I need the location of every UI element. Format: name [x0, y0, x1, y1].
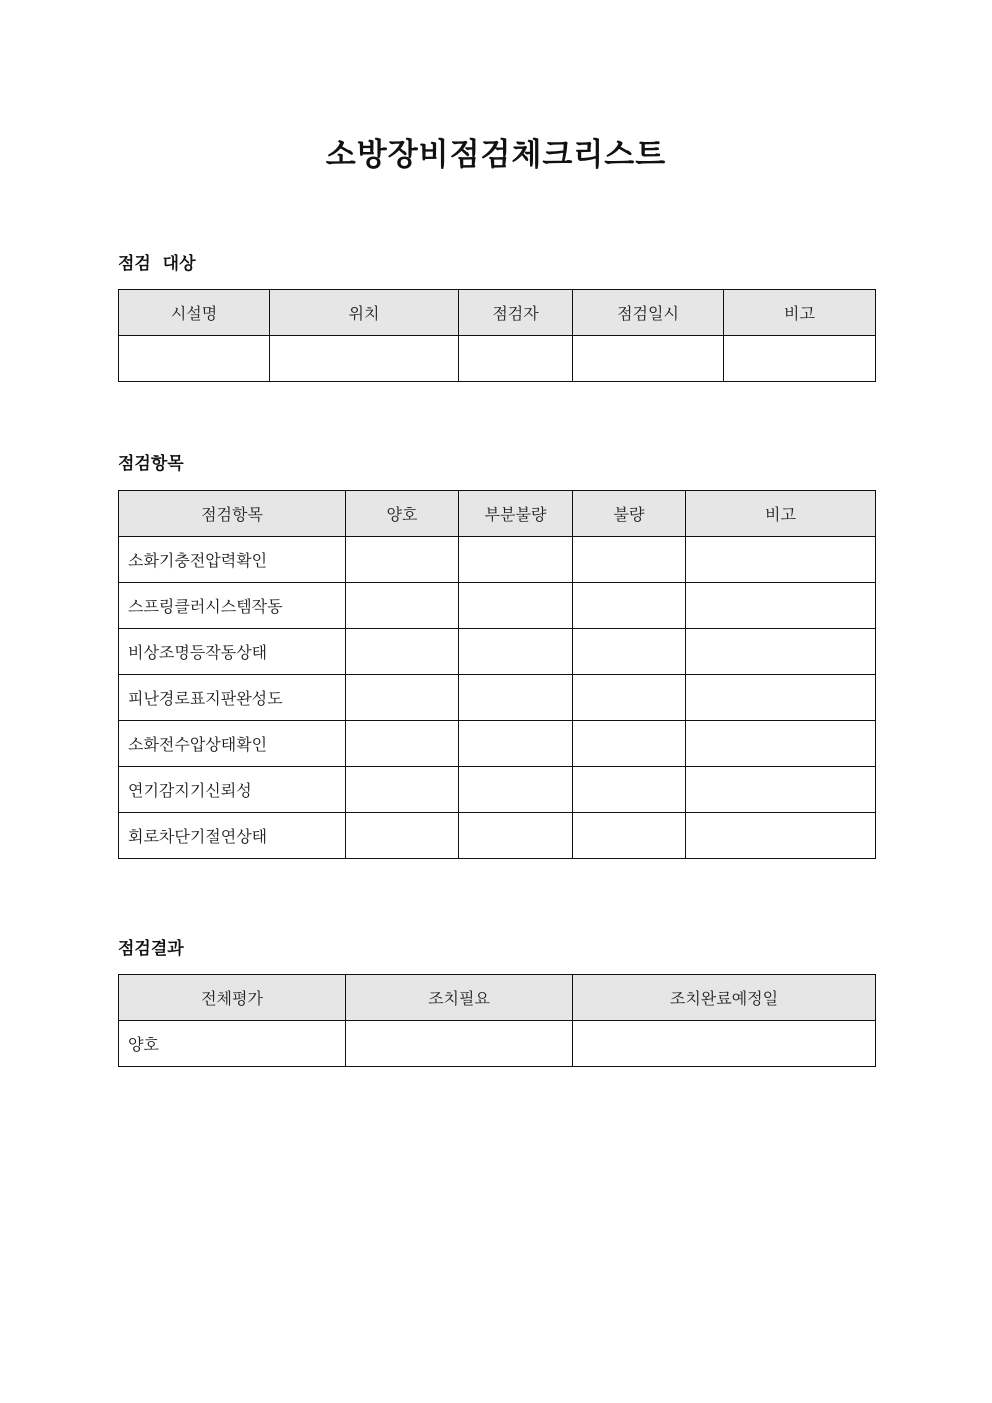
target-table-header-row — [119, 290, 876, 336]
column-header-good: 양호 — [346, 491, 459, 537]
partial-defect-cell[interactable] — [459, 675, 573, 721]
partial-defect-cell[interactable] — [459, 767, 573, 813]
overall-evaluation-cell[interactable]: 양호 — [119, 1021, 346, 1067]
good-cell[interactable] — [346, 767, 459, 813]
column-header-partial-defect: 부분불량 — [459, 491, 573, 537]
remarks-cell[interactable] — [686, 813, 876, 859]
column-header-remarks: 비고 — [686, 491, 876, 537]
column-header-remarks: 비고 — [724, 290, 876, 336]
item-name-cell: 회로차단기절연상태 — [119, 813, 346, 859]
remarks-cell[interactable] — [724, 336, 876, 382]
partial-defect-cell[interactable] — [459, 583, 573, 629]
good-cell[interactable] — [346, 583, 459, 629]
items-table-header-row — [119, 491, 876, 537]
column-header-action-needed: 조치필요 — [346, 975, 573, 1021]
item-name-cell: 소화기충전압력확인 — [119, 537, 346, 583]
table-row — [119, 1021, 876, 1067]
good-cell[interactable] — [346, 721, 459, 767]
defect-cell[interactable] — [573, 583, 686, 629]
table-row — [119, 767, 876, 813]
table-row — [119, 583, 876, 629]
good-cell[interactable] — [346, 629, 459, 675]
defect-cell[interactable] — [573, 813, 686, 859]
partial-defect-cell[interactable] — [459, 813, 573, 859]
document-title: 소방장비점검체크리스트 — [325, 137, 667, 173]
target-section-heading: 점검 대상 — [118, 254, 196, 274]
remarks-cell[interactable] — [686, 675, 876, 721]
result-section-heading: 점검결과 — [118, 939, 184, 959]
facility-name-cell[interactable] — [119, 336, 270, 382]
table-row — [119, 721, 876, 767]
location-cell[interactable] — [270, 336, 459, 382]
good-cell[interactable] — [346, 537, 459, 583]
column-header-inspector: 점검자 — [459, 290, 573, 336]
defect-cell[interactable] — [573, 675, 686, 721]
action-needed-cell[interactable] — [346, 1021, 573, 1067]
defect-cell[interactable] — [573, 767, 686, 813]
remarks-cell[interactable] — [686, 537, 876, 583]
table-row — [119, 537, 876, 583]
table-row — [119, 336, 876, 382]
remarks-cell[interactable] — [686, 721, 876, 767]
defect-cell[interactable] — [573, 721, 686, 767]
column-header-location: 위치 — [270, 290, 459, 336]
defect-cell[interactable] — [573, 629, 686, 675]
partial-defect-cell[interactable] — [459, 629, 573, 675]
column-header-item: 점검항목 — [119, 491, 346, 537]
good-cell[interactable] — [346, 675, 459, 721]
items-section-heading: 점검항목 — [118, 454, 184, 474]
items-table — [118, 490, 876, 859]
item-name-cell: 비상조명등작동상태 — [119, 629, 346, 675]
remarks-cell[interactable] — [686, 583, 876, 629]
partial-defect-cell[interactable] — [459, 537, 573, 583]
column-header-inspection-datetime: 점검일시 — [573, 290, 724, 336]
item-name-cell: 스프링클러시스템작동 — [119, 583, 346, 629]
partial-defect-cell[interactable] — [459, 721, 573, 767]
item-name-cell: 소화전수압상태확인 — [119, 721, 346, 767]
inspector-cell[interactable] — [459, 336, 573, 382]
good-cell[interactable] — [346, 813, 459, 859]
target-table — [118, 289, 876, 382]
remarks-cell[interactable] — [686, 629, 876, 675]
item-name-cell: 피난경로표지판완성도 — [119, 675, 346, 721]
column-header-defect: 불량 — [573, 491, 686, 537]
table-row — [119, 629, 876, 675]
table-row — [119, 813, 876, 859]
inspection-datetime-cell[interactable] — [573, 336, 724, 382]
column-header-completion-date: 조치완료예정일 — [573, 975, 876, 1021]
completion-date-cell[interactable] — [573, 1021, 876, 1067]
result-table — [118, 974, 876, 1067]
item-name-cell: 연기감지기신뢰성 — [119, 767, 346, 813]
defect-cell[interactable] — [573, 537, 686, 583]
column-header-overall-evaluation: 전체평가 — [119, 975, 346, 1021]
result-table-header-row — [119, 975, 876, 1021]
table-row — [119, 675, 876, 721]
column-header-facility-name: 시설명 — [119, 290, 270, 336]
remarks-cell[interactable] — [686, 767, 876, 813]
